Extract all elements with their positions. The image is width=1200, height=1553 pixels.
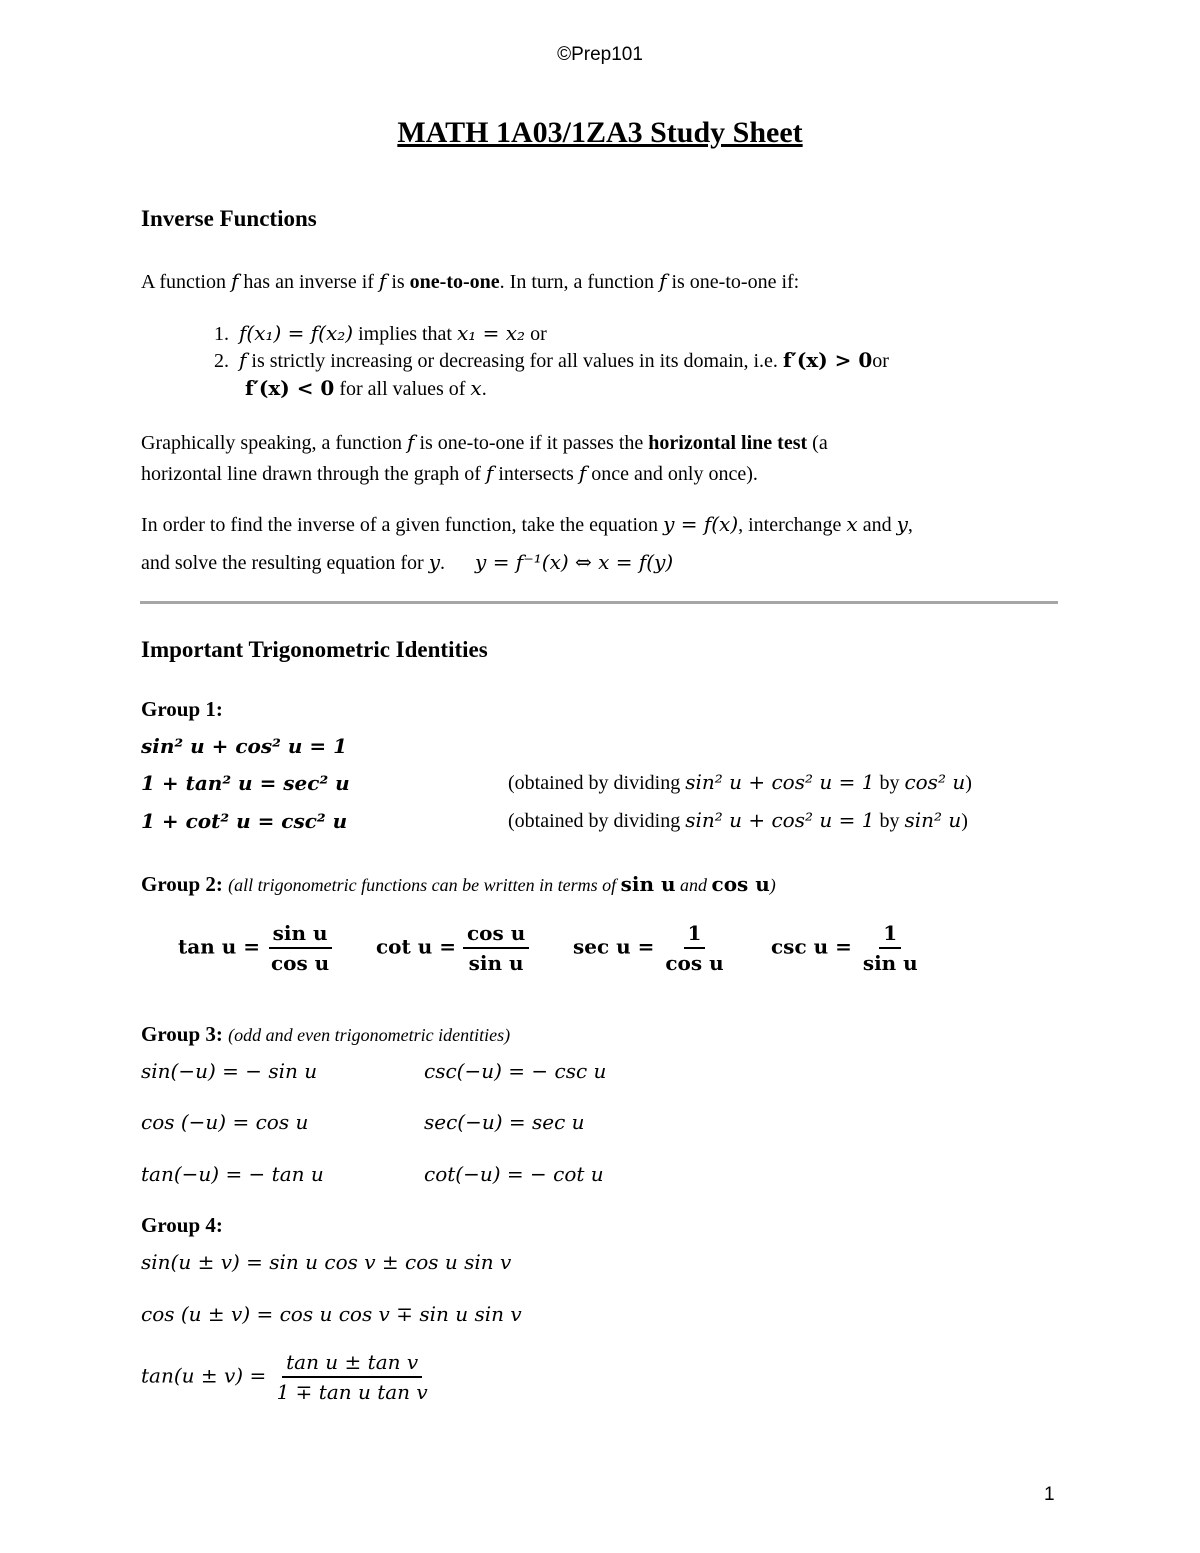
text: or: [872, 350, 889, 372]
group-3-cos: cos (−u) = cos u: [141, 1110, 309, 1134]
math: f: [659, 269, 667, 293]
group-2-tan: [178, 921, 333, 975]
denominator: 1 ∓ tan u tan v: [276, 1380, 428, 1404]
math: sin² u + cos² u = 1: [685, 808, 875, 832]
group-1-identity-2: 1 + tan² u = sec² u: [141, 771, 350, 795]
bold-term: horizontal line test: [648, 432, 808, 454]
text: ): [961, 810, 968, 832]
math: tan(u ± v) =: [141, 1363, 267, 1388]
page-number: 1: [1044, 1484, 1055, 1505]
numerator: sin u: [269, 921, 332, 949]
list-number: 1.: [214, 323, 229, 345]
text: has an inverse if: [238, 271, 379, 293]
group-2-label: Group 2:: [141, 872, 223, 896]
fraction: [859, 921, 922, 975]
text: A function: [141, 271, 231, 293]
denominator: sin u: [862, 951, 918, 975]
text: or: [525, 323, 547, 345]
group-3-cot: cot(−u) = − cot u: [424, 1162, 604, 1186]
math: f: [407, 430, 415, 454]
math: csc u =: [771, 934, 852, 959]
math: tan u =: [178, 934, 260, 959]
math: f: [239, 348, 247, 372]
math: sin² u: [904, 808, 962, 832]
inverse-intro: [141, 266, 799, 298]
text: (obtained by dividing: [508, 772, 686, 794]
math: x: [470, 376, 482, 400]
math: f: [485, 461, 494, 485]
group-1-note-2: [508, 767, 972, 799]
text: , interchange: [738, 514, 847, 536]
numerator: 1: [684, 921, 706, 949]
group-4-sin: sin(u ± v) = sin u cos v ± cos u sin v: [141, 1250, 512, 1274]
group-1-identity-3: 1 + cot² u = csc² u: [141, 809, 348, 833]
group-3-sec: sec(−u) = sec u: [424, 1110, 585, 1134]
numerator: cos u: [463, 921, 529, 949]
math: f′(x) > 0: [782, 348, 873, 372]
math: cos u: [711, 872, 770, 896]
numerator: tan u ± tan v: [282, 1350, 422, 1378]
list-number: 2.: [214, 350, 229, 372]
text: .: [481, 378, 487, 400]
text: .: [440, 552, 446, 574]
math: cot u =: [376, 934, 456, 959]
fraction: [463, 921, 529, 975]
denominator: cos u: [270, 951, 330, 975]
text: (a: [807, 432, 828, 454]
text: ): [965, 772, 972, 794]
group-3-note: (odd and even trigonometric identities): [228, 1025, 511, 1045]
math: f: [231, 269, 239, 293]
group-1-identity-1: sin² u + cos² u = 1: [141, 734, 347, 758]
math: f: [578, 461, 587, 485]
group-3-csc: csc(−u) = − csc u: [424, 1059, 607, 1083]
text: ,: [907, 514, 913, 536]
math: f: [378, 269, 387, 293]
group-4-label: Group 4:: [141, 1213, 223, 1237]
math: y = f⁻¹(x) ⇔ x = f(y): [475, 550, 674, 574]
group-2-sec: [573, 921, 728, 975]
numerator: 1: [879, 921, 901, 949]
bold-term: one-to-one: [409, 271, 500, 293]
text: (obtained by dividing: [508, 810, 686, 832]
list-item-2-cont: [245, 373, 487, 405]
math: sin u: [620, 872, 676, 896]
text: by: [874, 772, 905, 794]
math: sec u =: [573, 934, 655, 959]
group-3-heading: [141, 1022, 510, 1047]
section-heading-inverse: Inverse Functions: [141, 206, 317, 231]
group-2-note: (all trigonometric functions can be written in terms of: [228, 875, 621, 895]
group-2-heading: [141, 872, 776, 897]
group-1-note-3: [508, 805, 968, 837]
graph-paragraph-line1: [141, 427, 828, 459]
text: is one-to-one if it passes the: [414, 432, 649, 454]
text: once and only once).: [586, 463, 758, 485]
math: f(x₁) = f(x₂): [239, 321, 354, 345]
math: f′(x) < 0: [245, 376, 335, 400]
group-4-cos: cos (u ± v) = cos u cos v ∓ sin u sin v: [141, 1302, 522, 1326]
group-3-label: Group 3:: [141, 1022, 223, 1046]
group-2-cot: [376, 921, 529, 975]
text: Graphically speaking, a function: [141, 432, 408, 454]
text: implies that: [353, 323, 457, 345]
group-3-tan: tan(−u) = − tan u: [141, 1162, 324, 1186]
denominator: sin u: [468, 951, 524, 975]
math: x₁ = x₂: [456, 321, 526, 345]
text: . In turn, a function: [499, 271, 660, 293]
fraction: [661, 921, 727, 975]
find-paragraph-line2: [141, 547, 673, 579]
denominator: cos u: [665, 951, 724, 975]
graph-paragraph-line2: [141, 458, 758, 490]
group-2-csc: [771, 921, 922, 975]
section-divider: [140, 601, 1058, 604]
group-4-tan: [141, 1350, 432, 1404]
text: for all values of: [334, 378, 471, 400]
group-1-label: Group 1:: [141, 697, 223, 721]
fraction: [267, 921, 333, 975]
math: x: [846, 512, 858, 536]
header-watermark: ©Prep101: [557, 44, 643, 65]
text: is one-to-one if:: [666, 271, 800, 293]
math: y: [428, 550, 441, 574]
text: and: [857, 514, 897, 536]
text: and solve the resulting equation for: [141, 552, 429, 574]
section-heading-trig: Important Trigonometric Identities: [141, 637, 488, 662]
text: and: [675, 875, 712, 895]
text: is strictly increasing or decreasing for all values in its domain, i.e.: [246, 350, 783, 372]
text: horizontal line drawn through the graph of: [141, 463, 486, 485]
text: In order to find the inverse of a given function, take the equation: [141, 514, 664, 536]
page-title: MATH 1A03/1ZA3 Study Sheet: [397, 116, 803, 149]
text: intersects: [493, 463, 579, 485]
text: is: [386, 271, 410, 293]
find-paragraph-line1: [141, 509, 913, 541]
group-3-sin: sin(−u) = − sin u: [141, 1059, 318, 1083]
math: y: [896, 512, 908, 536]
math: sin² u + cos² u = 1: [685, 770, 875, 794]
fraction: [273, 1350, 432, 1404]
text: ): [769, 875, 776, 895]
math: y = f(x): [663, 512, 739, 536]
math: cos² u: [904, 770, 966, 794]
text: by: [874, 810, 905, 832]
